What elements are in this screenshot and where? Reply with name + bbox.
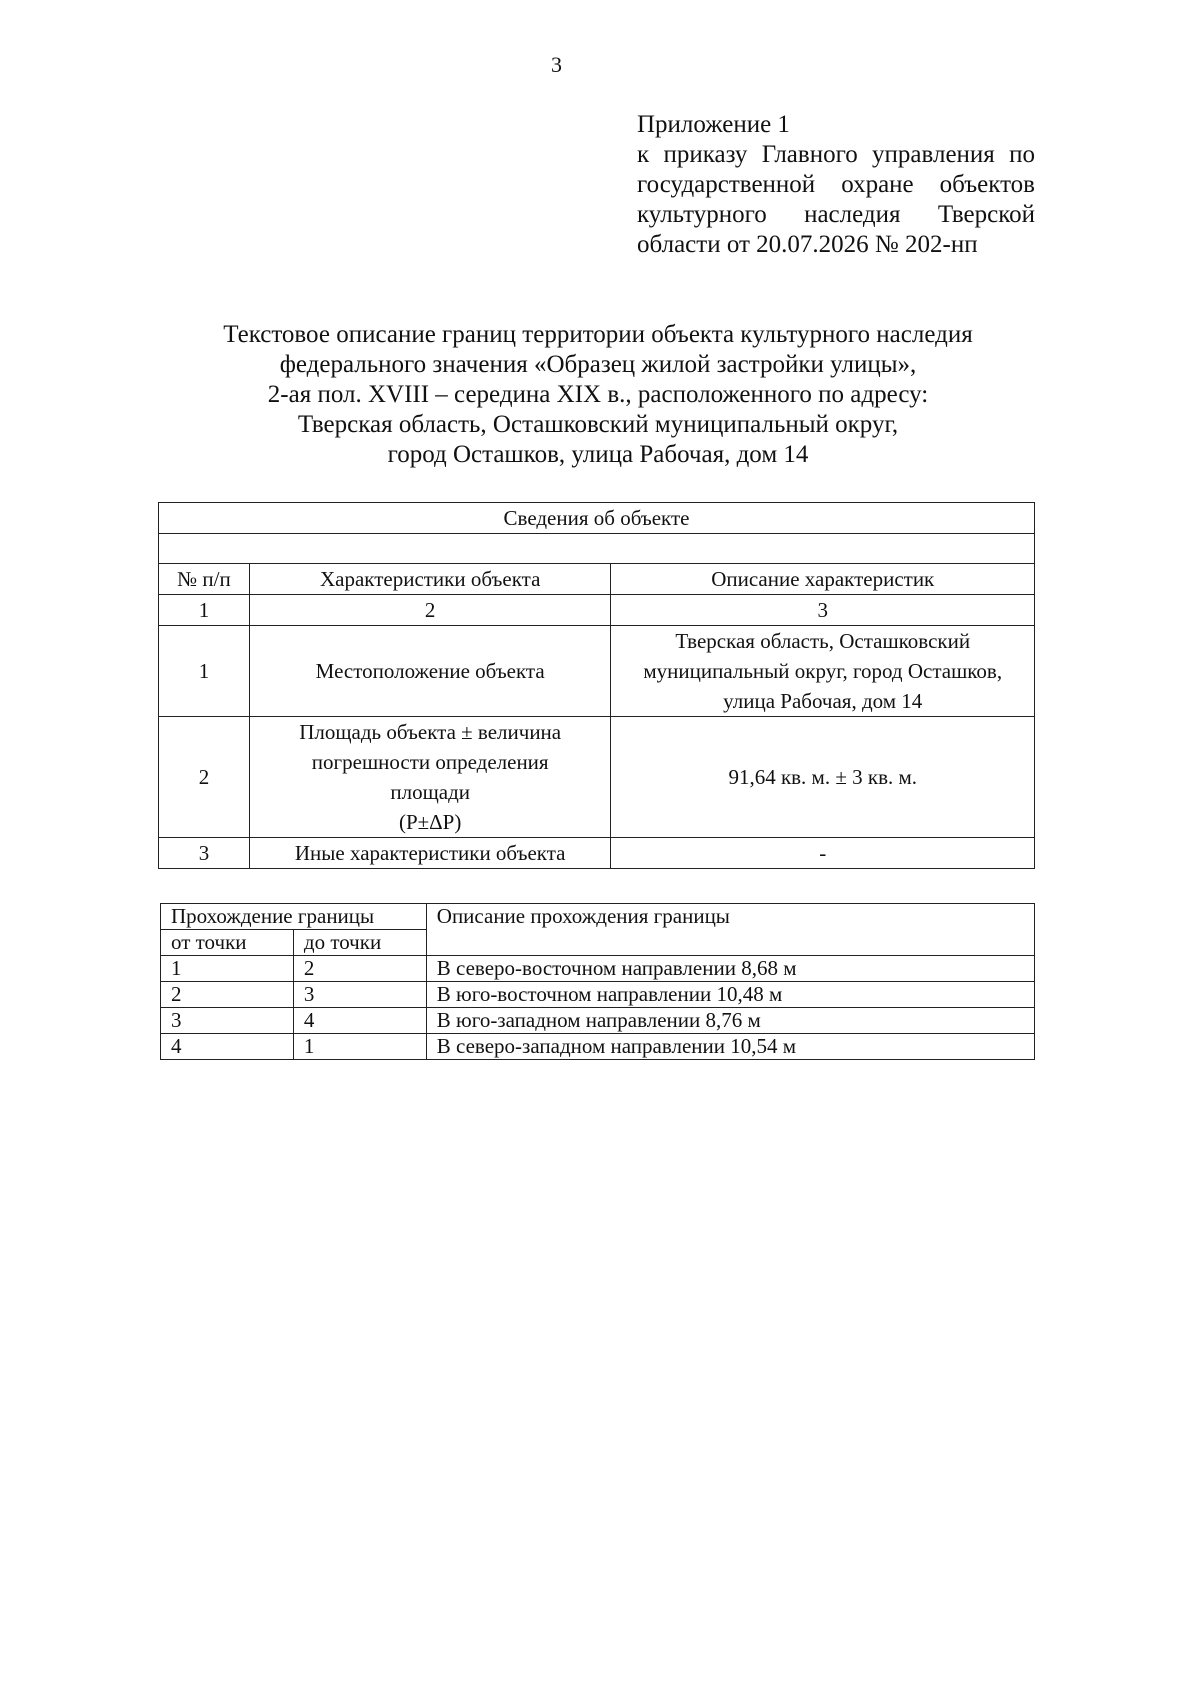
table-row: [161, 1008, 1035, 1034]
title-line: город Осташков, улица Рабочая, дом 14: [387, 441, 809, 468]
description-cell: [611, 838, 1035, 869]
appendix-line: области от 20.07.2026 № 202-нп: [637, 231, 978, 258]
description-line: Тверская область, Осташковский: [675, 629, 971, 653]
characteristic-cell: [249, 626, 611, 717]
table-caption: Сведения об объекте: [159, 503, 1035, 534]
characteristic-line: погрешности определения: [311, 750, 549, 774]
from-point: 3: [161, 1008, 294, 1034]
characteristic-text: Местоположение объекта: [315, 659, 545, 683]
description-text: -: [819, 841, 827, 865]
characteristic-line: Площадь объекта ± величина: [299, 720, 562, 744]
appendix-line: государственной охране объектов: [637, 171, 1035, 198]
route-description-header: Описание прохождения границы: [426, 904, 1034, 956]
document-title: [0, 320, 1196, 470]
description-line: муниципальный округ, город Осташков,: [643, 659, 1003, 683]
table-row: [161, 956, 1035, 982]
table-header-row: [159, 564, 1035, 595]
boundary-route-table: [160, 903, 1035, 1060]
description-text: 91,64 кв. м. ± 3 кв. м.: [728, 765, 918, 789]
appendix-line: культурного наследия Тверской: [637, 201, 1035, 228]
characteristic-text: Иные характеристики объекта: [294, 841, 566, 865]
column-numbering-row: [159, 595, 1035, 626]
description-line: улица Рабочая, дом 14: [723, 689, 923, 713]
column-number: 1: [159, 595, 250, 626]
from-point: 4: [161, 1034, 294, 1060]
title-line: Тверская область, Осташковский муниципальный округ,: [297, 411, 899, 438]
column-header: Описание характеристик: [611, 564, 1035, 595]
table-row: [159, 626, 1035, 717]
row-number: 2: [159, 717, 250, 838]
route-group-header: Прохождение границы: [161, 904, 427, 930]
table-row: [161, 1034, 1035, 1060]
description-cell: [611, 626, 1035, 717]
appendix-line: к приказу Главного управления по: [637, 141, 1035, 168]
characteristic-line: площади: [390, 780, 470, 804]
title-line: федерального значения «Образец жилой застройки улицы»,: [279, 351, 917, 378]
title-line: 2-ая пол. XVIII – середина XIX в., расположенного по адресу:: [267, 381, 929, 408]
table-row: [161, 982, 1035, 1008]
from-point: 2: [161, 982, 294, 1008]
characteristic-cell: [249, 838, 611, 869]
from-point-header: от точки: [161, 930, 294, 956]
page-number: 3: [551, 52, 562, 77]
route-header-row: [161, 904, 1035, 930]
object-info-table: [158, 502, 1035, 869]
from-point: 1: [161, 956, 294, 982]
table-spacer-cell: [159, 534, 1035, 564]
table-spacer-row: [159, 534, 1035, 564]
to-point: 3: [293, 982, 426, 1008]
characteristic-cell: [249, 717, 611, 838]
table-row: [159, 717, 1035, 838]
to-point-header: до точки: [293, 930, 426, 956]
appendix-line: Приложение 1: [637, 111, 790, 138]
to-point: 1: [293, 1034, 426, 1060]
route-description: В северо-восточном направлении 8,68 м: [426, 956, 1034, 982]
description-cell: [611, 717, 1035, 838]
characteristic-line: (Р±ΔР): [398, 810, 462, 834]
route-description: В юго-восточном направлении 10,48 м: [426, 982, 1034, 1008]
table-caption-row: [159, 503, 1035, 534]
appendix-note: [637, 110, 1035, 260]
to-point: 4: [293, 1008, 426, 1034]
column-number: 2: [249, 595, 611, 626]
table-row: [159, 838, 1035, 869]
to-point: 2: [293, 956, 426, 982]
row-number: 1: [159, 626, 250, 717]
column-number: 3: [611, 595, 1035, 626]
route-description: В юго-западном направлении 8,76 м: [426, 1008, 1034, 1034]
column-header: Характеристики объекта: [249, 564, 611, 595]
row-number: 3: [159, 838, 250, 869]
route-description: В северо-западном направлении 10,54 м: [426, 1034, 1034, 1060]
column-header: № п/п: [159, 564, 250, 595]
title-line: Текстовое описание границ территории объекта культурного наследия: [223, 321, 973, 348]
